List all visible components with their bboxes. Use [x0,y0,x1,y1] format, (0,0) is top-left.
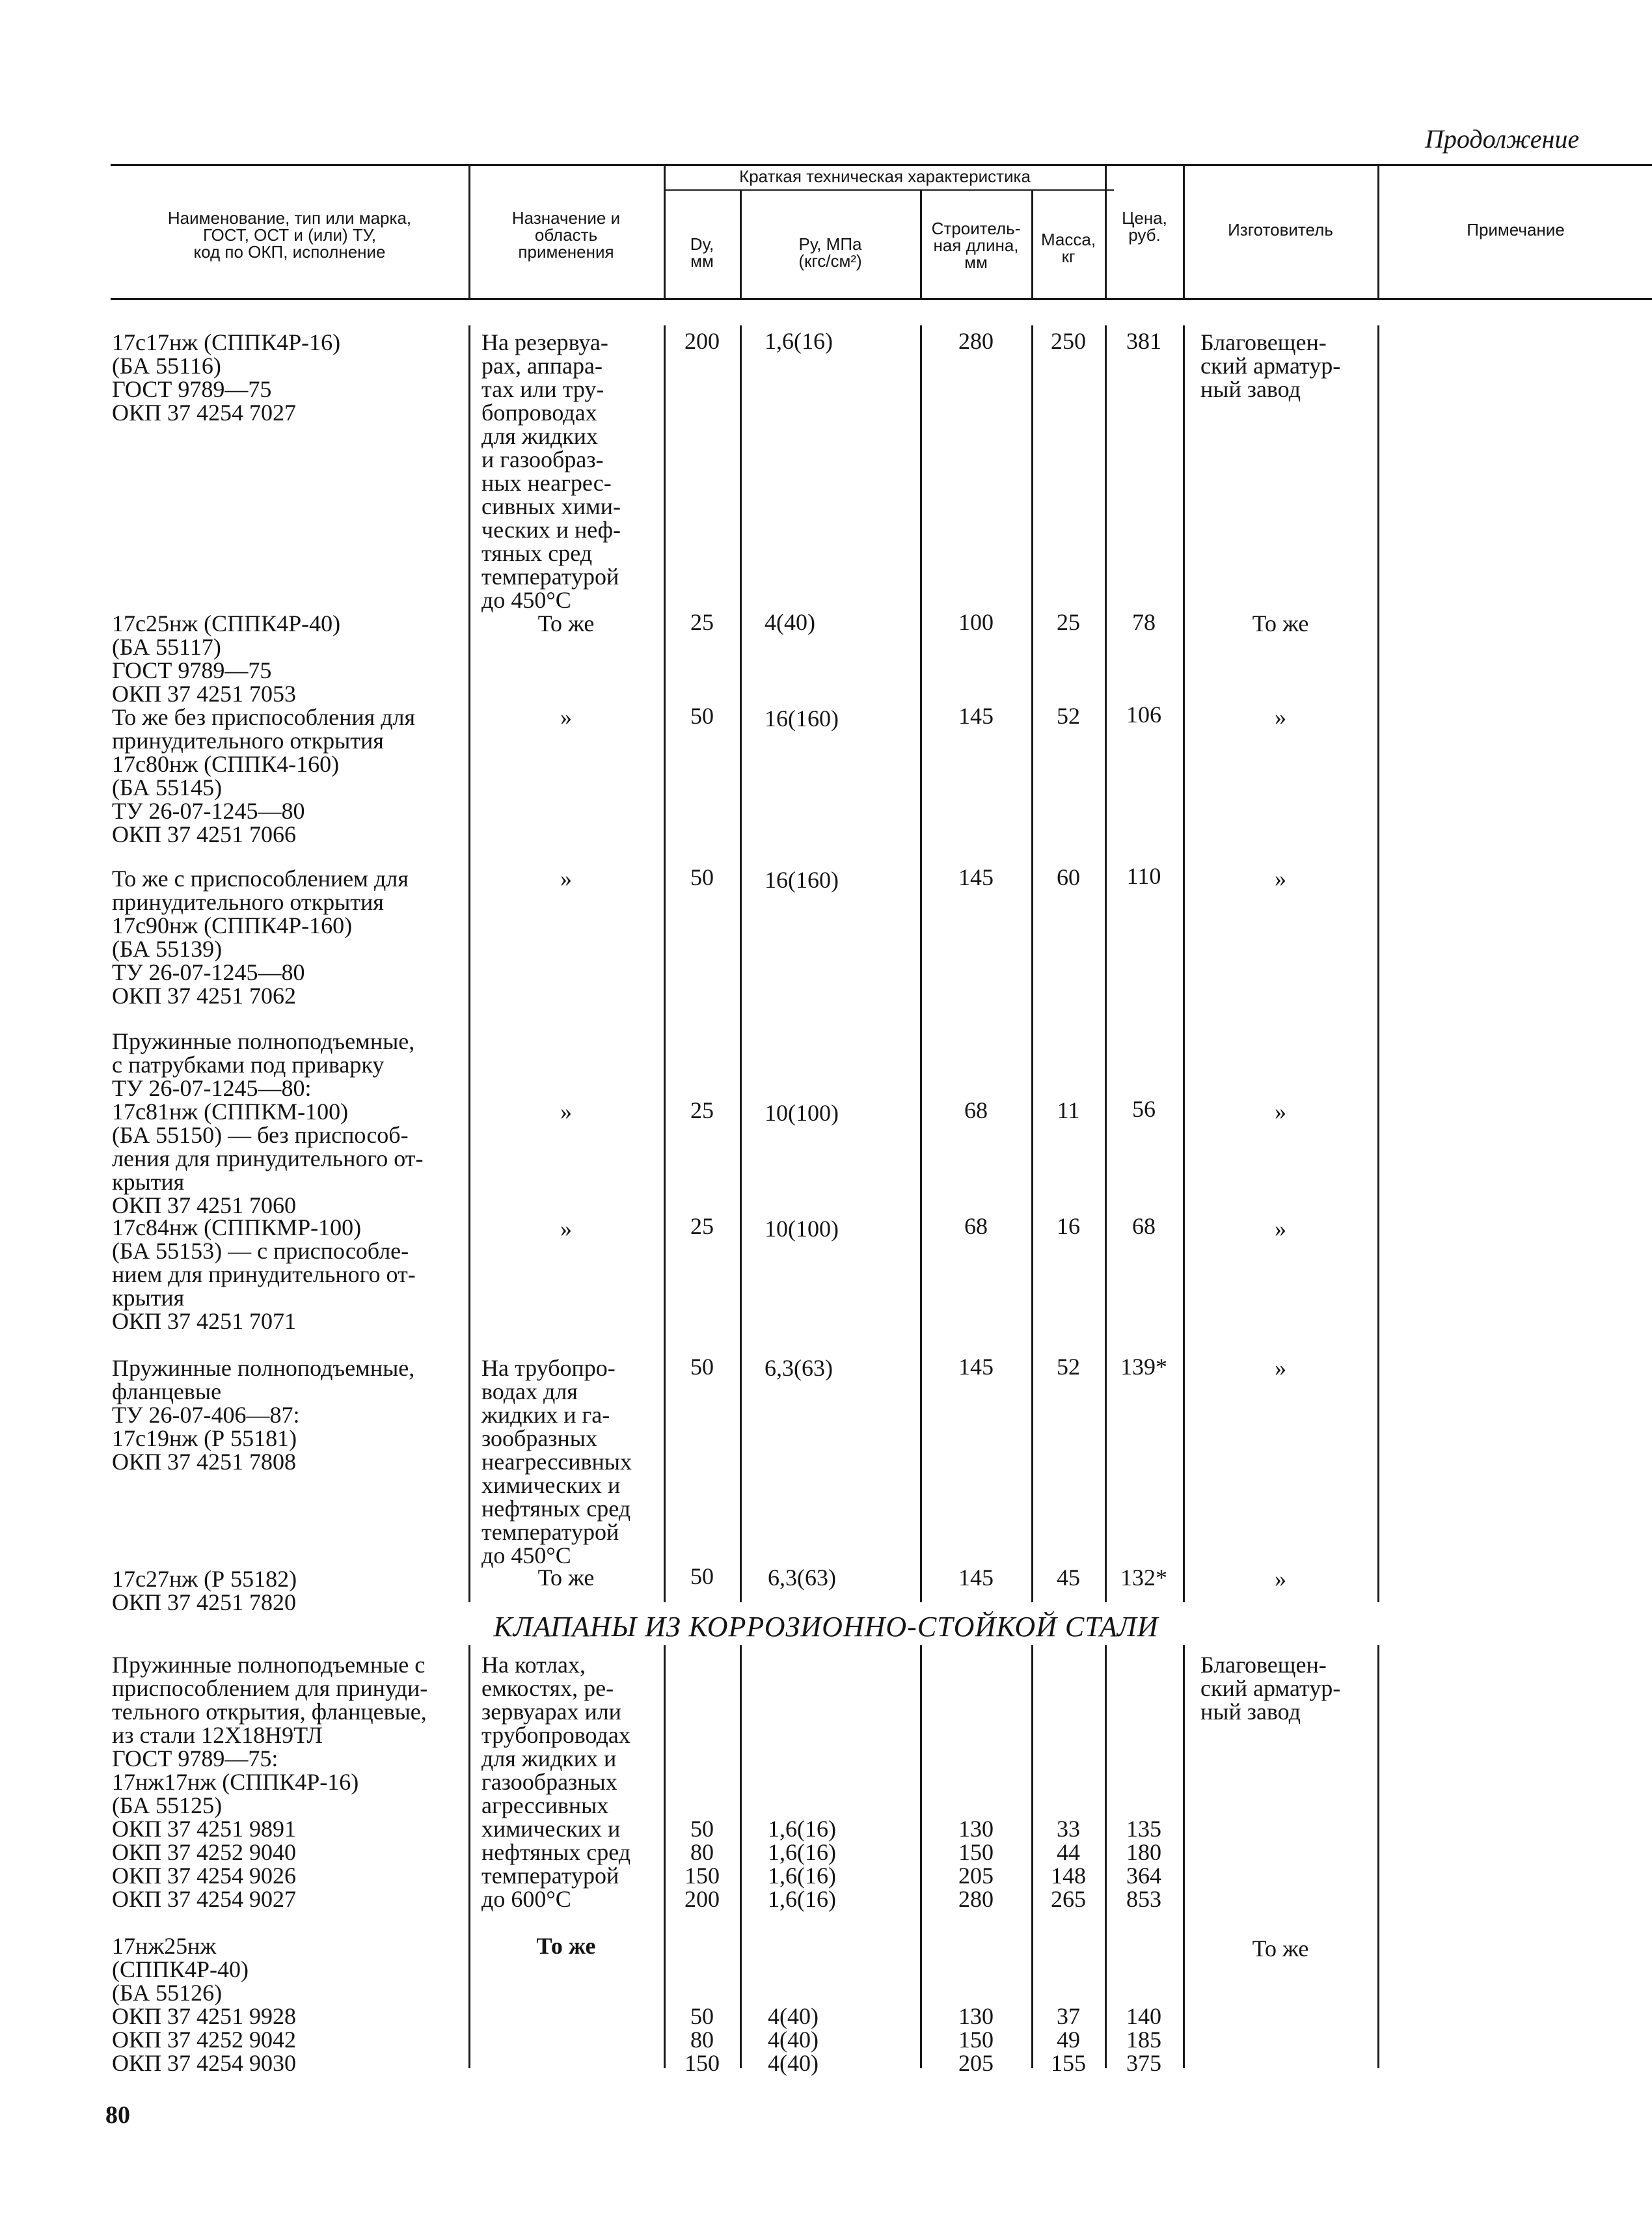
column-divider [740,325,742,1602]
row-length: 68 [964,1213,988,1239]
brief-char-underline [665,189,1114,191]
row-maker: То же [1252,1935,1309,1962]
row-purpose: То же [537,610,595,636]
column-divider [1377,325,1379,1602]
row-py: 16(160) [765,705,839,732]
row-py: 6,3(63) [765,1355,833,1381]
row-mass: 37 49 155 [1051,2003,1086,2076]
row-name: 17с25нж (СППК4Р-40) (БА 55117) ГОСТ 9789—75 ОКП 37 4251 7053 [112,610,341,707]
row-mass: 52 [1057,1354,1080,1380]
row-length: 145 [958,864,994,890]
row-py: 10(100) [765,1100,839,1126]
table-top-rule [111,164,1652,166]
row-py: 16(160) [765,867,839,893]
row-maker: » [1275,704,1286,730]
row-mass: 33 44 148 265 [1051,1816,1086,1912]
row-price: 78 [1132,609,1156,635]
row-price: 106 [1126,702,1161,728]
row-length: 145 [958,1354,994,1380]
header-price: Цена, руб. [1122,208,1167,245]
row-name: То же с приспособлением для принудительного открытия 17с90нж (СППК4Р-160) (БА 55139) ТУ 26-07-1245—80 ОКП 37 4251 7062 [112,866,409,1009]
row-mass: 45 [1057,1565,1080,1591]
row-py: 6,3(63) [768,1565,836,1591]
section-title: КЛАПАНЫ ИЗ КОРРОЗИОННО-СТОЙКОЙ СТАЛИ [493,1611,1159,1643]
row-name: 17с17нж (СППК4Р-16) (БА 55116) ГОСТ 9789—75 ОКП 37 4254 7027 [112,329,341,426]
row-purpose: » [560,1099,572,1125]
row-price: 140 185 375 [1126,2003,1161,2076]
row-purpose: » [560,704,572,730]
row-dy: 25 [690,1097,714,1123]
row-maker: То же [1252,610,1309,636]
row-py: 1,6(16) 1,6(16) 1,6(16) 1,6(16) [768,1816,836,1912]
header-divider [1105,164,1107,298]
row-name: Пружинные полноподъемные с приспособлением для принуди- тельного открытия, фланцевые, из стали 12Х18Н9ТЛ ГОСТ 9789—75: 17нж17нж (СППК4Р-16) (БА 55125) ОКП 37 4251 9891 ОКП 37 4252 9040 ОКП 37 4254 9026 ОКП 37 4254 9027 [112,1652,428,1912]
column-divider [468,1645,470,2068]
header-brief-characteristics: Краткая техническая характеристика [739,167,1031,186]
row-mass: 16 [1057,1213,1080,1239]
header-note: Примечание [1467,220,1565,239]
row-purpose: То же [536,1933,596,1959]
header-name: Наименование, тип или марка, ГОСТ, ОСТ и (или) ТУ, код по ОКП, исполнение [167,208,412,262]
row-purpose: » [560,866,572,892]
row-length: 130 150 205 280 [958,1816,994,1912]
row-dy: 50 [690,864,714,890]
row-dy: 50 [690,703,714,729]
row-length: 100 [958,609,994,635]
row-price: 132* [1120,1565,1167,1591]
row-py: 10(100) [765,1216,839,1242]
row-name: То же без приспособления для принудительного открытия 17с80нж (СППК4-160) (БА 55145) ТУ 26-07-1245—80 ОКП 37 4251 7066 [112,704,416,847]
row-price: 135 180 364 853 [1126,1816,1161,1912]
row-name: 17с84нж (СППКМР-100) (БА 55153) — с приспособле- нием для принудительного от- крытия ОКП 37 4251 7071 [112,1214,416,1334]
row-price: 56 [1132,1096,1156,1122]
row-length: 68 [964,1097,988,1123]
row-name: 17с27нж (Р 55182) ОКП 37 4251 7820 [112,1566,297,1615]
continued-label: Продолжение [1425,124,1580,154]
row-mass: 250 [1051,328,1086,354]
row-maker: Благовещен- ский арматур- ный завод [1200,1652,1341,1725]
row-price: 381 [1126,328,1161,354]
column-divider [920,325,922,1602]
row-py: 4(40) 4(40) 4(40) [768,2003,819,2076]
row-dy: 25 [690,1213,714,1239]
row-maker: » [1275,1566,1286,1592]
row-price: 139* [1120,1354,1167,1380]
row-maker: Благовещен- ский арматур- ный завод [1200,329,1341,402]
header-py: Pу, МПа (кгс/см²) [798,234,862,271]
row-mass: 25 [1057,609,1080,635]
column-divider [1031,325,1033,1602]
row-dy: 50 [690,1563,714,1589]
header-maker: Изготовитель [1228,220,1333,239]
row-dy: 50 80 150 [684,2003,720,2076]
header-dy: Dу, мм [690,234,714,271]
row-length: 280 [958,328,994,354]
row-purpose: На резервуа- рах, аппара- тах или тру- бопроводах для жидких и газообраз- ных неагрес- сивных хими- ческих и неф- тяных сред температурой до 450°С [481,329,621,613]
row-py: 1,6(16) [765,328,833,354]
row-py: 4(40) [765,609,815,635]
column-divider [1183,1645,1185,2068]
row-mass: 52 [1057,703,1080,729]
row-maker: » [1275,1355,1286,1381]
row-price: 110 [1126,863,1161,889]
column-divider [1183,325,1185,1602]
row-name: 17с81нж (СППКМ-100) (БА 55150) — без приспособ- ления для принудительного от- крытия ОКП 37 4251 7060 [112,1099,424,1218]
row-group-heading: Пружинные полноподъемные, с патрубками под приварку ТУ 26-07-1245—80: [112,1028,415,1101]
row-dy: 50 [690,1354,714,1380]
row-maker: » [1275,1099,1286,1125]
row-mass: 11 [1057,1097,1080,1123]
header-divider [1183,164,1185,298]
row-mass: 60 [1057,864,1080,890]
row-length: 145 [958,1565,994,1591]
row-dy: 200 [684,328,720,354]
row-dy: 50 80 150 200 [684,1816,720,1912]
row-length: 145 [958,703,994,729]
column-divider [1105,325,1107,1602]
column-divider [664,325,666,1602]
page-number: 80 [105,2101,130,2129]
header-length: Строитель- ная длина, мм [931,219,1021,272]
header-divider [468,164,470,298]
row-name: Пружинные полноподъемные, фланцевые ТУ 26-07-406—87: 17с19нж (Р 55181) ОКП 37 4251 7808 [112,1355,415,1475]
row-maker: » [1275,866,1286,892]
header-divider [740,190,742,298]
header-mass: Масса, кг [1040,230,1096,266]
row-price: 68 [1132,1213,1156,1239]
row-name: 17нж25нж (СППК4Р-40) (БА 55126) ОКП 37 4251 9928 ОКП 37 4252 9042 ОКП 37 4254 9030 [112,1933,297,2076]
header-divider [664,164,666,298]
column-divider [468,325,470,1602]
column-divider [740,1645,742,2068]
row-dy: 25 [690,609,714,635]
header-purpose: Назначение и область применения [511,208,621,262]
row-purpose: На котлах, емкостях, ре- зервуарах или трубопроводах для жидких и газообразных агрессивных химических и нефтяных сред температурой до 600°С [481,1652,631,1912]
header-bottom-rule [111,298,1652,300]
row-purpose: То же [537,1565,595,1591]
row-maker: » [1275,1216,1286,1242]
row-purpose: » [560,1216,572,1242]
column-divider [1377,1645,1379,2068]
row-length: 130 150 205 [958,2003,994,2076]
row-purpose: На трубопро- водах для жидких и га- зообразных неагрессивных химических и нефтяных сред температурой до 450°С [481,1355,632,1568]
